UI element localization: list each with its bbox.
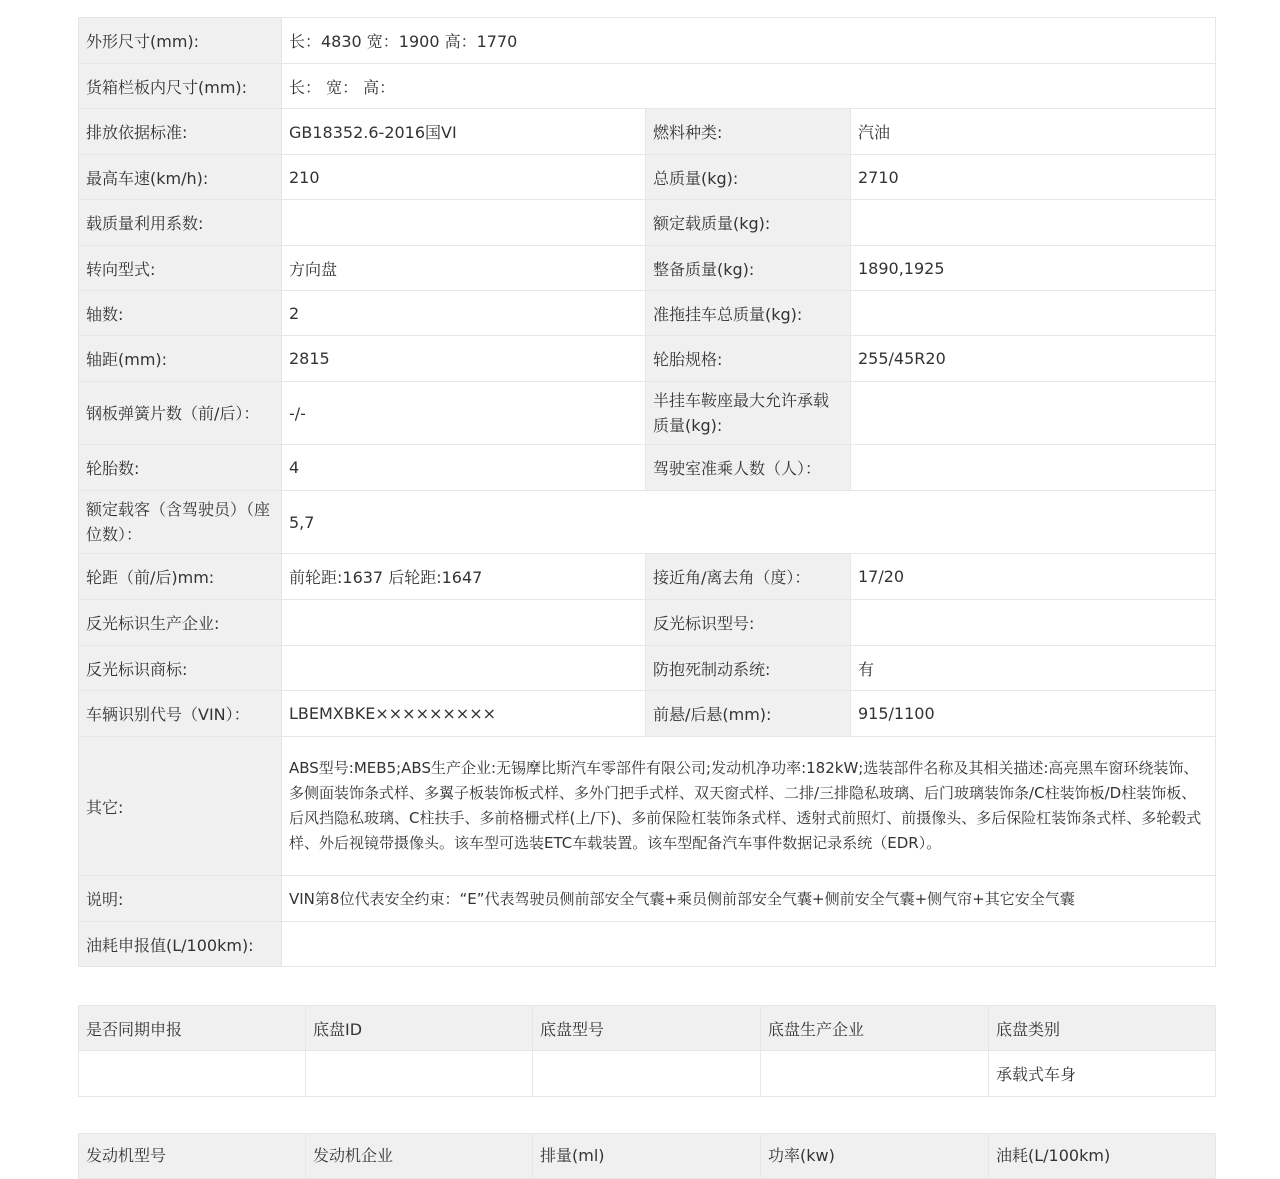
spec-value: 5,7 [282, 491, 1216, 554]
spec-label: 防抱死制动系统: [646, 646, 851, 691]
spec-value: 长：4830 宽：1900 高：1770 [282, 18, 1216, 64]
engine-table [78, 1133, 1216, 1179]
spec-value [851, 382, 1216, 445]
spec-label: 最高车速(km/h): [79, 155, 282, 200]
spec-label: 轮胎数: [79, 445, 282, 491]
chassis-cell [761, 1051, 989, 1097]
spec-label: 轴距(mm): [79, 336, 282, 382]
spec-label: 外形尺寸(mm): [79, 18, 282, 64]
chassis-cell [306, 1051, 533, 1097]
chassis-data-row [79, 1051, 1216, 1097]
spec-row-seats [79, 491, 1216, 554]
spec-value: 210 [282, 155, 646, 200]
chassis-header: 底盘型号 [533, 1006, 761, 1051]
spec-row [79, 382, 1216, 445]
spec-label: 额定载客（含驾驶员）（座位数）： [79, 491, 282, 554]
spec-label: 转向型式: [79, 246, 282, 291]
spec-row [79, 200, 1216, 246]
chassis-header: 底盘类别 [989, 1006, 1216, 1051]
spec-row-note [79, 876, 1216, 922]
spec-label: 总质量(kg): [646, 155, 851, 200]
spec-label: 排放依据标准: [79, 109, 282, 155]
spec-value-other: ABS型号:MEB5;ABS生产企业:无锡摩比斯汽车零部件有限公司;发动机净功率:182kW;选装部件名称及其相关描述:高亮黑车窗环绕装饰、多侧面装饰条式样、多翼子板装饰板式样、多外门把手式样、双天窗式样、二排/三排隐私玻璃、后门玻璃装饰条/C柱装饰板/D柱装饰板、后风挡隐私玻璃、C柱扶手、多前格栅式样(上/下)、多前保险杠装饰条式样、透射式前照灯、前摄像头、多后保险杠装饰条式样、多轮毂式样、外后视镜带摄像头。该车型可选装ETC车载装置。该车型配备汽车事件数据记录系统（EDR）。 [282, 737, 1216, 876]
spec-value: 前轮距:1637 后轮距:1647 [282, 554, 646, 600]
chassis-table [78, 1005, 1216, 1097]
spec-row [79, 445, 1216, 491]
spec-value: 汽油 [851, 109, 1216, 155]
spec-row [79, 600, 1216, 646]
spec-label: 接近角/离去角（度）： [646, 554, 851, 600]
spec-value: GB18352.6-2016国VI [282, 109, 646, 155]
spec-label: 其它: [79, 737, 282, 876]
engine-header: 发动机企业 [306, 1134, 533, 1179]
engine-header: 功率(kw) [761, 1134, 989, 1179]
spec-value [851, 200, 1216, 246]
spec-value [282, 200, 646, 246]
spec-row [79, 246, 1216, 291]
spec-label: 说明: [79, 876, 282, 922]
chassis-header: 底盘ID [306, 1006, 533, 1051]
chassis-cell [79, 1051, 306, 1097]
spec-row-cargo-box [79, 64, 1216, 109]
spec-value [851, 600, 1216, 646]
spec-label: 反光标识生产企业: [79, 600, 282, 646]
spec-label: 轮胎规格: [646, 336, 851, 382]
spec-value: 4 [282, 445, 646, 491]
spec-value [282, 600, 646, 646]
engine-header: 排量(ml) [533, 1134, 761, 1179]
spec-value: -/- [282, 382, 646, 445]
spec-label: 反光标识型号: [646, 600, 851, 646]
chassis-header-row [79, 1006, 1216, 1051]
spec-value [282, 646, 646, 691]
spec-label: 整备质量(kg): [646, 246, 851, 291]
spec-value [851, 291, 1216, 336]
spec-label: 前悬/后悬(mm): [646, 691, 851, 737]
spec-label: 轮距（前/后)mm: [79, 554, 282, 600]
spec-row [79, 155, 1216, 200]
spec-value: 方向盘 [282, 246, 646, 291]
spec-label: 货箱栏板内尺寸(mm): [79, 64, 282, 109]
spec-label: 油耗申报值(L/100km): [79, 922, 282, 967]
spec-value: 2815 [282, 336, 646, 382]
chassis-cell: 承载式车身 [989, 1051, 1216, 1097]
spec-value: 1890,1925 [851, 246, 1216, 291]
spec-value [282, 922, 1216, 967]
spec-label: 反光标识商标: [79, 646, 282, 691]
spec-value-note: VIN第8位代表安全约束：“E”代表驾驶员侧前部安全气囊+乘员侧前部安全气囊+侧前安全气囊+侧气帘+其它安全气囊 [282, 876, 1216, 922]
spec-value: 2710 [851, 155, 1216, 200]
spec-value: 有 [851, 646, 1216, 691]
vehicle-spec-table [78, 17, 1216, 967]
engine-header: 发动机型号 [79, 1134, 306, 1179]
spec-label: 半挂车鞍座最大允许承载质量(kg): [646, 382, 851, 445]
spec-value [851, 445, 1216, 491]
spec-row-fuel [79, 922, 1216, 967]
spec-value: 长： 宽： 高： [282, 64, 1216, 109]
chassis-header: 是否同期申报 [79, 1006, 306, 1051]
spec-label: 载质量利用系数: [79, 200, 282, 246]
spec-row-other [79, 737, 1216, 876]
spec-label: 燃料种类: [646, 109, 851, 155]
spec-row [79, 336, 1216, 382]
spec-row [79, 554, 1216, 600]
spec-value: 17/20 [851, 554, 1216, 600]
spec-value: 915/1100 [851, 691, 1216, 737]
spec-row [79, 646, 1216, 691]
spec-row [79, 691, 1216, 737]
engine-header-row [79, 1134, 1216, 1179]
engine-header: 油耗(L/100km) [989, 1134, 1216, 1179]
spec-row-dimensions [79, 18, 1216, 64]
spec-value: 2 [282, 291, 646, 336]
spec-label: 钢板弹簧片数（前/后）： [79, 382, 282, 445]
spec-row [79, 109, 1216, 155]
spec-label: 轴数: [79, 291, 282, 336]
spec-label: 驾驶室准乘人数（人）： [646, 445, 851, 491]
chassis-cell [533, 1051, 761, 1097]
spec-label: 额定载质量(kg): [646, 200, 851, 246]
chassis-header: 底盘生产企业 [761, 1006, 989, 1051]
spec-label: 车辆识别代号（VIN）： [79, 691, 282, 737]
spec-row [79, 291, 1216, 336]
spec-label: 准拖挂车总质量(kg): [646, 291, 851, 336]
spec-value: 255/45R20 [851, 336, 1216, 382]
spec-value: LBEMXBKE××××××××× [282, 691, 646, 737]
